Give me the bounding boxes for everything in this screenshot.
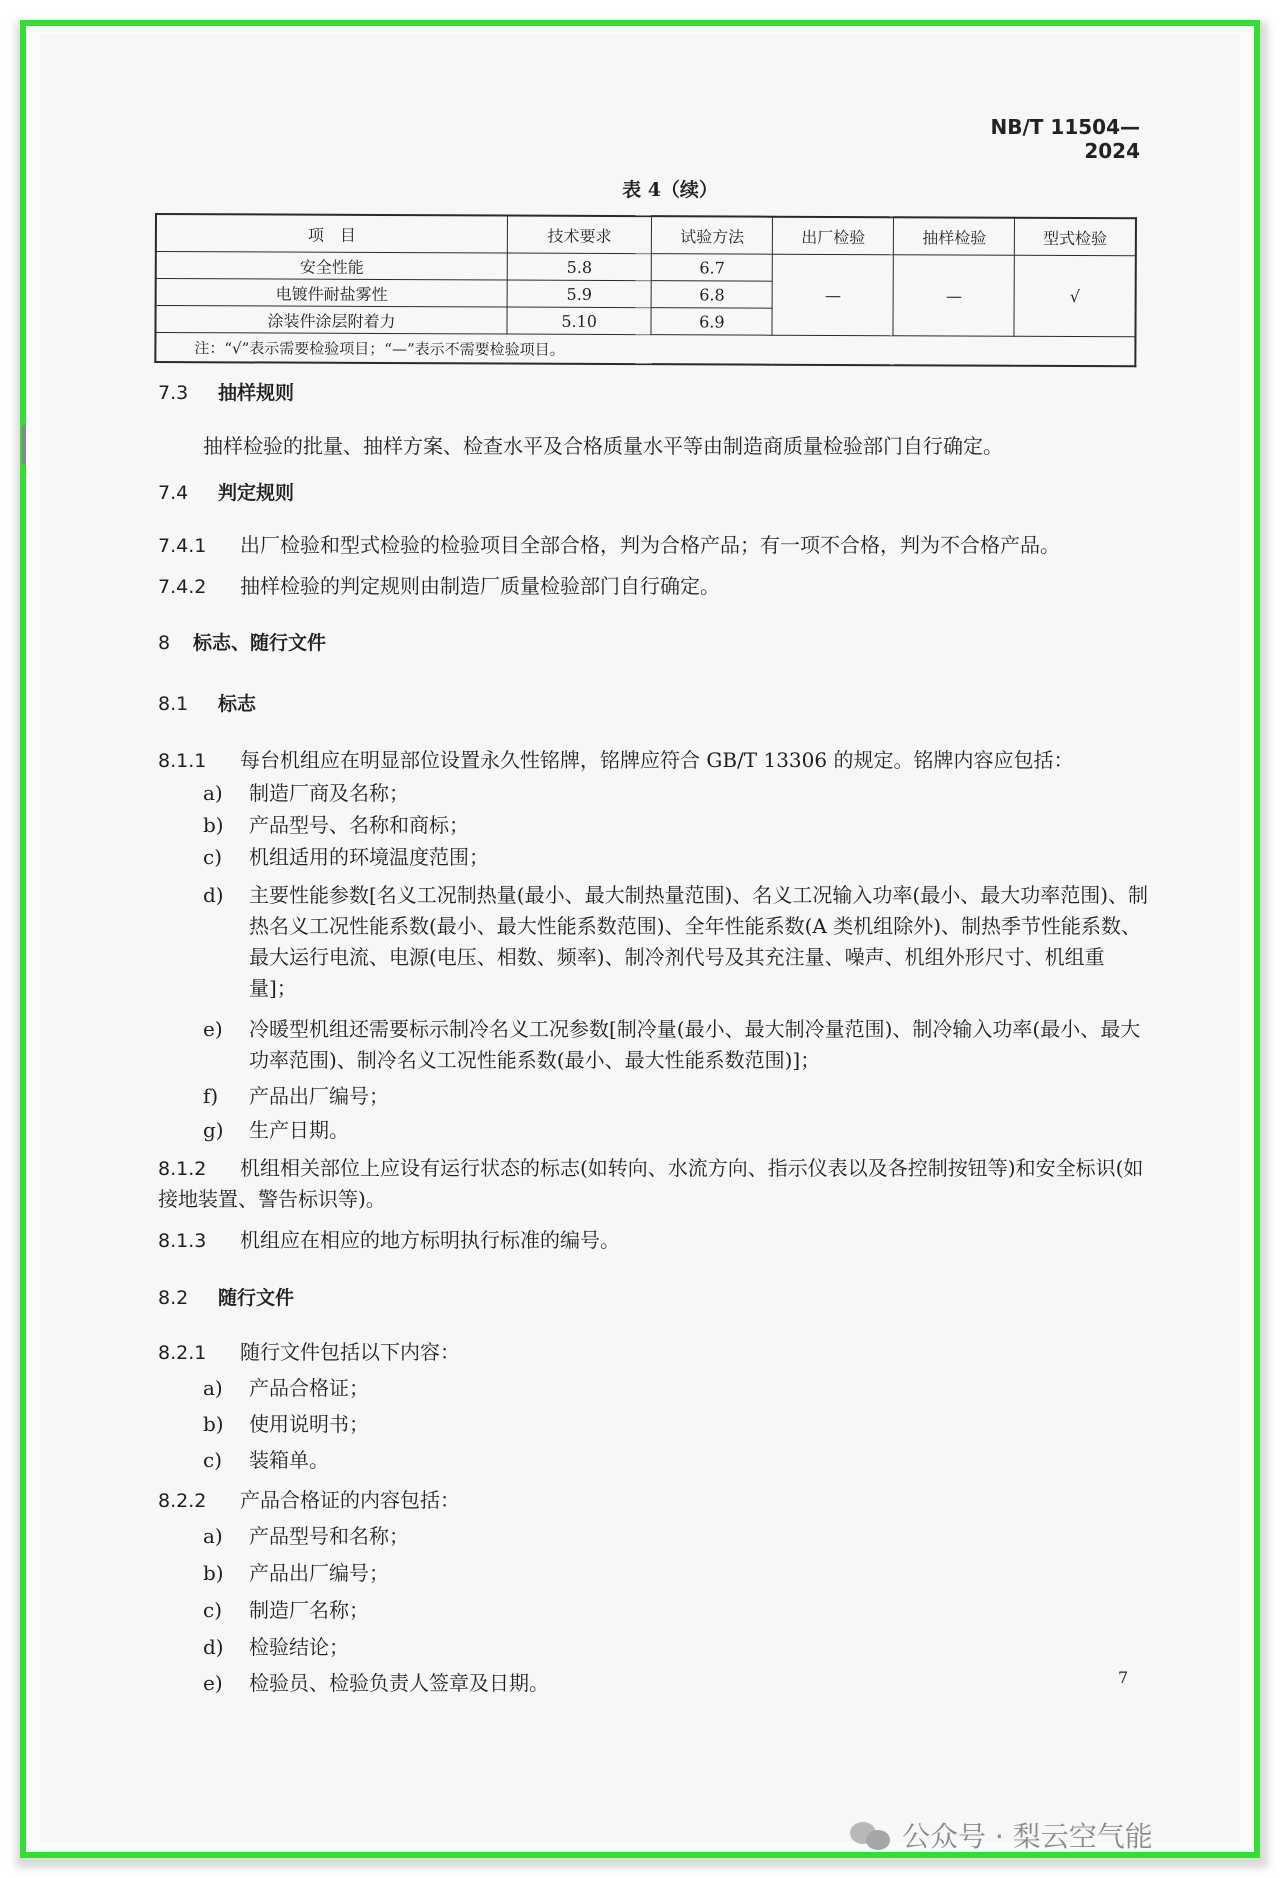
watermark-text: 公众号 · 梨云空气能 bbox=[902, 1820, 1153, 1853]
list-item: c) 机组适用的环境温度范围； bbox=[203, 845, 489, 869]
table-cell: 6.9 bbox=[651, 308, 772, 336]
section-text: 产品合格证的内容包括： bbox=[240, 1488, 460, 1512]
list-item: e) 检验员、检验负责人签章及日期。 bbox=[203, 1671, 549, 1695]
list-item: d) 主要性能参数[名义工况制热量(最小、最大制热量范围)、名义工况输入功率(最小、最大功率范围)、制热名义工况性能系数(最小、最大性能系数范围)、全年性能系数(A 类机组除外)、制热季节性能系数、最大运行电流、电源(电压、相数、频率)、制冷剂代号及其充注量、噪声、机组外形尺寸、机组重量]； bbox=[203, 883, 1149, 1000]
watermark bbox=[850, 1815, 1153, 1855]
table-cell: √ bbox=[1014, 255, 1135, 337]
list-item: c) 装箱单。 bbox=[203, 1448, 329, 1472]
section-text: 机组相关部位上应设有运行状态的标志(如转向、水流方向、指示仪表以及各控制按钮等)和安全标识(如接地装置、警告标识等)。 bbox=[158, 1156, 1144, 1211]
list-item: c) 制造厂名称； bbox=[203, 1598, 369, 1622]
section-number: 8.1.1 bbox=[158, 750, 207, 772]
list-item: g) 生产日期。 bbox=[203, 1118, 349, 1142]
section-7-3-heading bbox=[158, 377, 294, 408]
section-7-4-2 bbox=[158, 571, 720, 602]
section-number: 8.1 bbox=[158, 693, 189, 715]
table-header-row bbox=[156, 214, 1136, 256]
section-number: 7.4 bbox=[158, 482, 189, 504]
section-title: 标志、随行文件 bbox=[193, 632, 327, 654]
section-number: 8.2.1 bbox=[158, 1342, 207, 1364]
table-cell: 安全性能 bbox=[156, 252, 508, 281]
section-number: 7.3 bbox=[158, 382, 189, 404]
section-8-2-2 bbox=[158, 1485, 460, 1516]
list-item: a) 产品型号和名称； bbox=[203, 1524, 409, 1548]
list-item: b) 使用说明书； bbox=[203, 1412, 369, 1436]
section-title: 标志 bbox=[218, 693, 257, 715]
section-8-2-heading bbox=[158, 1282, 294, 1313]
section-7-4-heading bbox=[158, 477, 294, 508]
section-7-4-1 bbox=[158, 530, 1060, 561]
table-cell: — bbox=[772, 254, 893, 336]
table-cell: 5.8 bbox=[507, 253, 651, 281]
table-note: 注：“√”表示需要检验项目；“—”表示不需要检验项目。 bbox=[155, 333, 1135, 367]
section-title: 抽样规则 bbox=[218, 382, 295, 404]
section-number: 8 bbox=[158, 632, 171, 654]
section-number: 7.4.2 bbox=[158, 576, 207, 598]
column-header: 型式检验 bbox=[1015, 218, 1136, 256]
column-header: 抽样检验 bbox=[894, 217, 1015, 255]
section-text: 出厂检验和型式检验的检验项目全部合格，判为合格产品；有一项不合格，判为不合格产品。 bbox=[240, 533, 1060, 557]
list-item: b) 产品出厂编号； bbox=[203, 1561, 389, 1585]
table-cell: 电镀件耐盐雾性 bbox=[156, 279, 508, 308]
list-item: d) 检验结论； bbox=[203, 1635, 349, 1659]
page-number: 7 bbox=[1118, 1668, 1129, 1687]
section-number: 8.2 bbox=[158, 1287, 189, 1309]
inspection-table bbox=[154, 213, 1137, 367]
wechat-icon bbox=[850, 1820, 892, 1850]
section-number: 7.4.1 bbox=[158, 535, 207, 557]
table-caption: 表 4（续） bbox=[622, 179, 718, 201]
column-header: 项 目 bbox=[156, 214, 508, 253]
section-text: 抽样检验的判定规则由制造厂质量检验部门自行确定。 bbox=[240, 574, 720, 598]
table-cell: 5.10 bbox=[507, 307, 651, 335]
section-title: 随行文件 bbox=[218, 1287, 295, 1309]
table-cell: 6.7 bbox=[652, 254, 773, 282]
list-item: e) 冷暖型机组还需要标示制冷名义工况参数[制冷量(最小、最大制冷量范围)、制冷输入功率(最小、最大功率范围)、制冷名义工况性能系数(最小、最大性能系数范围)]； bbox=[203, 1017, 1141, 1072]
table-cell: 5.9 bbox=[507, 280, 651, 308]
table-row bbox=[156, 252, 1136, 283]
table-note-row bbox=[155, 333, 1135, 367]
section-8-1-heading bbox=[158, 688, 256, 719]
section-8-heading bbox=[158, 627, 326, 658]
column-header: 出厂检验 bbox=[773, 217, 894, 255]
section-8-1-1 bbox=[158, 745, 1073, 776]
list-item: a) 制造厂商及名称； bbox=[203, 781, 409, 805]
binder-mark bbox=[22, 425, 26, 465]
list-item: b) 产品型号、名称和商标； bbox=[203, 813, 469, 837]
table-cell: 6.8 bbox=[651, 281, 772, 309]
section-number: 8.2.2 bbox=[158, 1490, 207, 1512]
section-number: 8.1.2 bbox=[158, 1158, 207, 1180]
section-8-2-1 bbox=[158, 1337, 460, 1368]
section-8-1-2 bbox=[158, 1153, 1148, 1214]
section-text: 机组应在相应的地方标明执行标准的编号。 bbox=[240, 1228, 620, 1252]
section-title: 判定规则 bbox=[218, 482, 295, 504]
section-number: 8.1.3 bbox=[158, 1230, 207, 1252]
section-8-1-3 bbox=[158, 1225, 620, 1256]
column-header: 试验方法 bbox=[652, 216, 773, 254]
table-cell: 涂装件涂层附着力 bbox=[155, 306, 507, 335]
list-item: f) 产品出厂编号； bbox=[203, 1084, 389, 1108]
section-7-3-text: 抽样检验的批量、抽样方案、检查水平及合格质量水平等由制造商质量检验部门自行确定。 bbox=[203, 434, 1003, 458]
section-text: 随行文件包括以下内容： bbox=[240, 1340, 460, 1364]
section-text: 每台机组应在明显部位设置永久性铭牌，铭牌应符合 GB/T 13306 的规定。铭牌内容应包括： bbox=[240, 748, 1074, 772]
list-item: a) 产品合格证； bbox=[203, 1376, 369, 1400]
table-cell: — bbox=[893, 255, 1014, 337]
document-code: NB/T 11504—2024 bbox=[990, 115, 1140, 163]
column-header: 技术要求 bbox=[507, 216, 651, 254]
